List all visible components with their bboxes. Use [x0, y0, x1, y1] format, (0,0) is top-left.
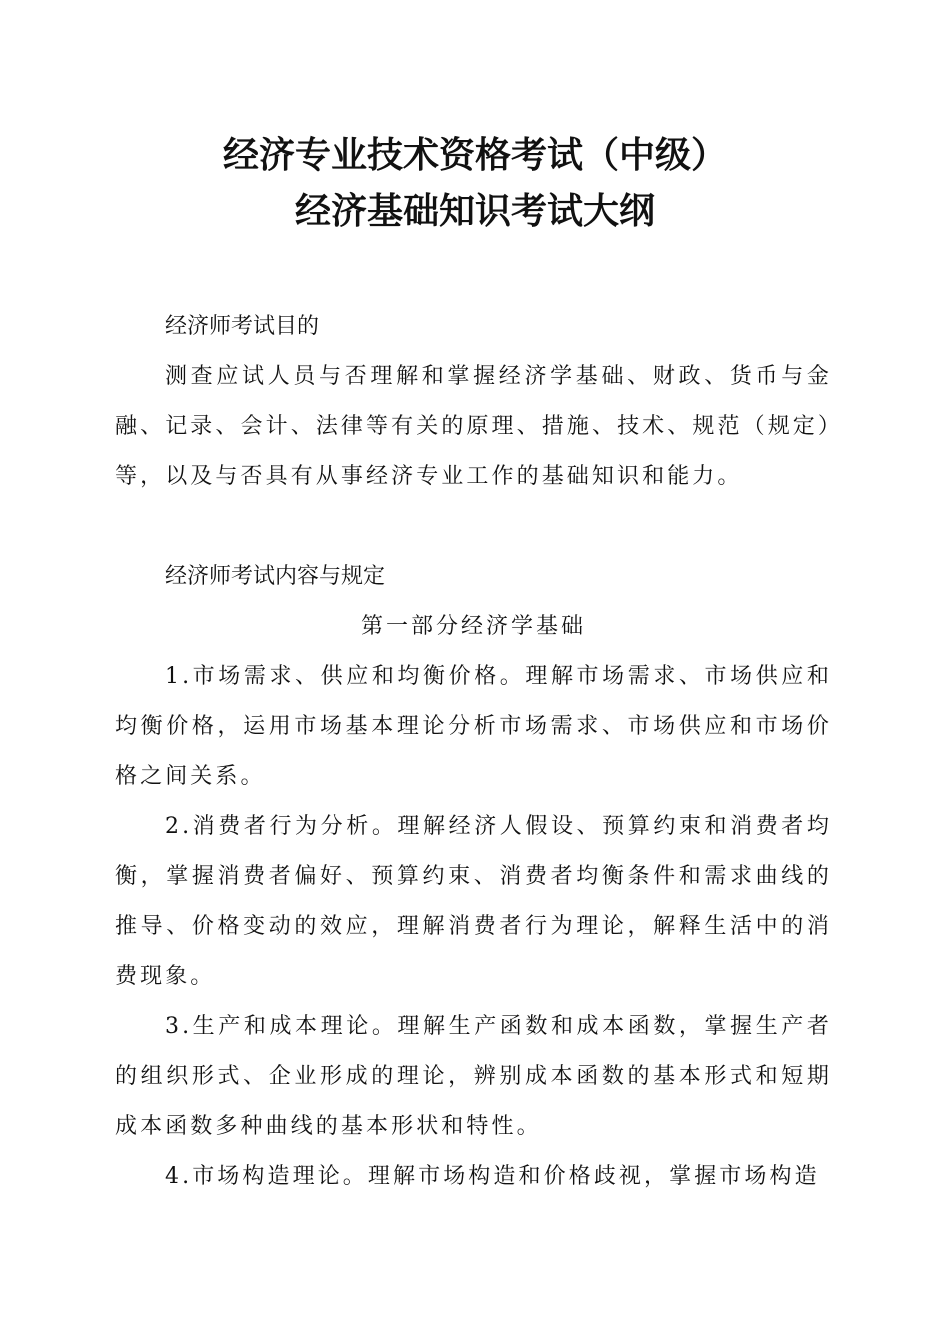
- part-title: 第一部分经济学基础: [360, 614, 586, 639]
- content-item-4: 4.市场构造理论。理解市场构造和价格歧视，掌握市场构造: [165, 1164, 820, 1189]
- section-heading-content: 经济师考试内容与规定: [165, 564, 386, 589]
- document-title: [0, 128, 950, 240]
- document-body: [115, 302, 832, 1202]
- section-spacer: [115, 502, 832, 552]
- title-line-2: 经济基础知识考试大纲: [294, 191, 655, 232]
- content-item-2: 2.消费者行为分析。理解经济人假设、预算约束和消费者均衡，掌握消费者偏好、预算约束、消费者均衡条件和需求曲线的推导、价格变动的效应，理解消费者行为理论，解释生活中的消费现象。: [115, 814, 832, 989]
- content-item-3: 3.生产和成本理论。理解生产函数和成本函数，掌握生产者的组织形式、企业形成的理论，辨别成本函数的基本形式和短期成本函数多种曲线的基本形状和特性。: [115, 1014, 832, 1139]
- title-line-1: 经济专业技术资格考试（中级）: [222, 135, 727, 176]
- section-heading-purpose: 经济师考试目的: [165, 314, 320, 339]
- purpose-paragraph: 测查应试人员与否理解和掌握经济学基础、财政、货币与金融、记录、会计、法律等有关的原理、措施、技术、规范（规定）等，以及与否具有从事经济专业工作的基础知识和能力。: [115, 364, 832, 489]
- content-item-1: 1.市场需求、供应和均衡价格。理解市场需求、市场供应和均衡价格，运用市场基本理论分析市场需求、市场供应和市场价格之间关系。: [115, 664, 832, 789]
